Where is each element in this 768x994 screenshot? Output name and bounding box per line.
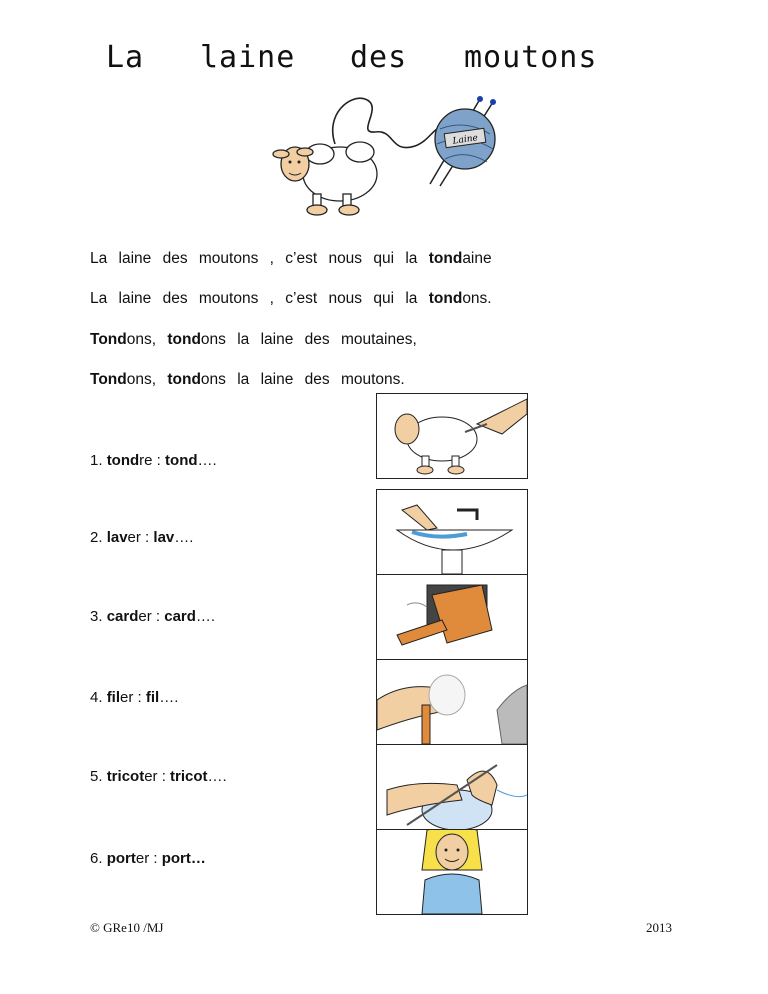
conjugation-item-2: 2. laver : lav…. [90,529,194,546]
spinning-yarn-picture [376,659,528,745]
verse-text: La laine des moutons , c’est nous qui la [90,250,429,267]
conjugation-item-6: 6. porter : port… [90,850,206,867]
verse-text: ons la laine des moutaines, [200,331,417,348]
verse-text: La laine des moutons , c’est nous qui la [90,290,429,307]
verse-line [90,331,417,349]
verb-stem: tond [428,290,463,307]
title-word: moutons [464,40,598,75]
verse-line [90,290,492,308]
title-word: La [106,40,145,75]
knitting-picture [376,744,528,830]
verse-text: ons la laine des moutons. [200,371,405,388]
title-word: des [350,40,408,75]
verse-line [90,250,492,268]
conjugation-item-1: 1. tondre : tond…. [90,452,217,469]
page-title [0,40,768,90]
conjugation-item-5: 5. tricoter : tricot…. [90,768,227,785]
title-word: laine [200,40,296,75]
girl-wearing-sweater-picture [376,829,528,915]
conjugation-item-4: 4. filer : fil…. [90,689,179,706]
verse-text: ons, [126,371,168,388]
verb-stem: tond [167,371,201,388]
verb-stem: tond [428,250,463,267]
washing-wool-picture [376,489,528,575]
verse-text: ons. [462,290,492,307]
verb-stem: Tond [90,371,127,388]
verse-text: ons, [126,331,168,348]
footer-year: 2013 [646,920,672,935]
conjugation-item-3: 3. carder : card…. [90,608,216,625]
sheep-and-yarn-illustration [265,94,505,222]
verb-stem: Tond [90,331,127,348]
wool-ball-label: Laine [452,133,479,147]
verb-stem: tond [167,331,201,348]
verse-text: aine [462,250,492,267]
footer-copyright: © GRe10 /MJ [90,920,164,935]
shearing-sheep-picture [376,393,528,479]
verse-line [90,371,405,389]
carding-wool-picture [376,574,528,660]
